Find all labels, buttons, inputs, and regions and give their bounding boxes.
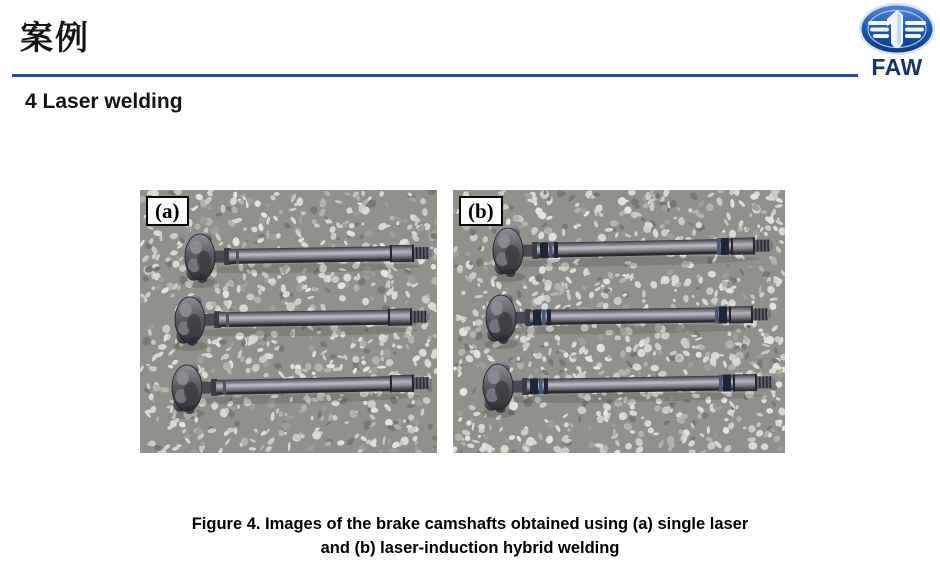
camshafts-photo-hybrid-welding [453, 190, 785, 453]
section-heading: 4 Laser welding [25, 90, 183, 113]
photo-panel-b [453, 190, 785, 453]
panel-label-b: (b) [459, 196, 503, 226]
camshafts-photo-single-laser [140, 190, 437, 453]
figure-panels [140, 190, 785, 453]
photo-panel-a [140, 190, 437, 453]
faw-logo [858, 2, 936, 82]
page-title: 案例 [20, 19, 90, 56]
figure-caption [0, 513, 940, 561]
figure-caption-line2: and (b) laser-induction hybrid welding [320, 538, 620, 557]
faw-winged-1-icon [858, 2, 936, 56]
title-underline [12, 74, 858, 77]
faw-logo-text: FAW [871, 54, 923, 80]
figure-caption-line1: Figure 4. Images of the brake camshafts obtained using (a) single laser [191, 515, 749, 533]
panel-label-a: (a) [146, 196, 189, 226]
